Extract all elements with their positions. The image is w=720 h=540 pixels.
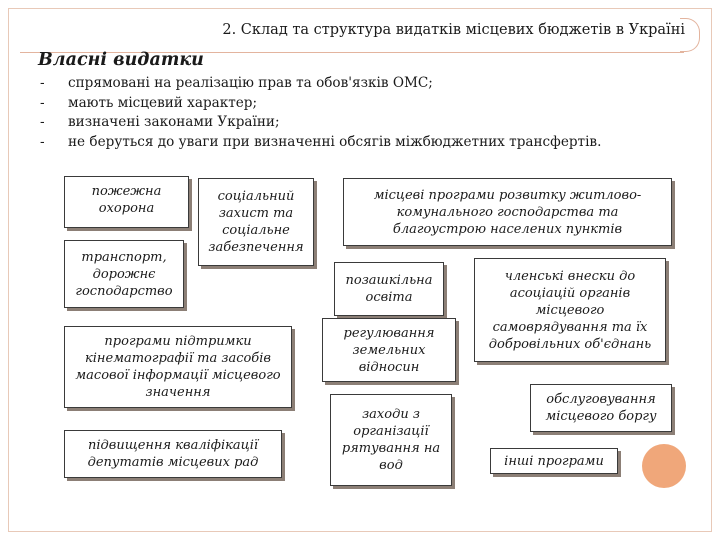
bullet-item (40, 74, 680, 94)
bullet-marker: - (40, 75, 45, 91)
box-land-regulation: регулювання земельних відносин (322, 318, 456, 382)
bullet-text: мають місцевий характер; (68, 94, 258, 111)
bullet-text: визначені законами України; (68, 114, 280, 130)
box-deputies-training: підвищення кваліфікації депутатів місцевих рад (64, 430, 282, 478)
bullet-marker: - (40, 94, 45, 111)
box-other-programs: інші програми (490, 448, 618, 474)
box-extracurricular-education: позашкільна освіта (334, 262, 444, 316)
slide-title: 2. Склад та структура видатків місцевих бюджетів в Україні (222, 22, 685, 38)
bullet-list (40, 74, 680, 152)
box-cinema-media-programs: програми підтримки кінематографії та засобів масової інформації місцевого значення (64, 326, 292, 408)
decorative-circle (642, 444, 686, 488)
bullet-text: не беруться до уваги при визначенні обсягів міжбюджетних трансфертів. (68, 133, 602, 150)
box-transport-roads: транспорт, дорожнє господарство (64, 240, 184, 308)
box-social-protection: соціальний захист та соціальне забезпечення (198, 178, 314, 266)
box-fire-protection: пожежна охорона (64, 176, 189, 228)
section-heading: Власні видатки (38, 50, 204, 70)
bullet-marker: - (40, 133, 45, 150)
box-membership-fees: членські внески до асоціацій органів місцевого самоврядування та їх добровільних об'єднань (474, 258, 666, 362)
bullet-text: спрямовані на реалізацію прав та обов'язків ОМС; (68, 75, 433, 91)
box-housing-programs: місцеві програми розвитку житлово-комунального господарства та благоустрою населених пунктів (343, 178, 672, 246)
box-debt-service: обслуговування місцевого боргу (530, 384, 672, 432)
box-water-rescue: заходи з організації рятування на вод (330, 394, 452, 486)
bullet-item (40, 94, 680, 114)
bullet-item (40, 113, 680, 133)
bullet-item (40, 133, 680, 153)
bullet-marker: - (40, 114, 45, 130)
